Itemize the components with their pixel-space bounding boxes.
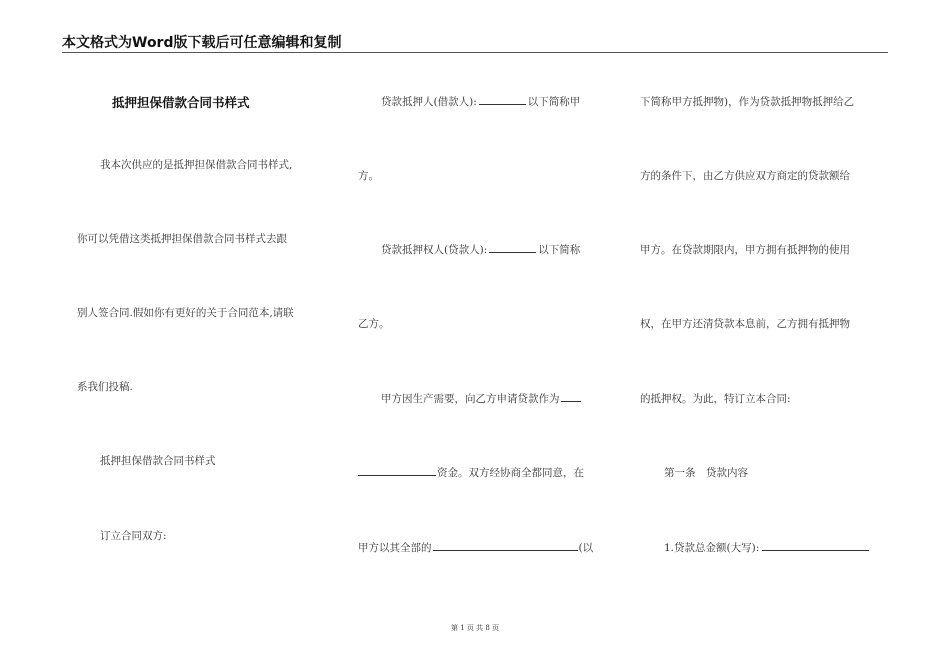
loan-amount-line bbox=[664, 540, 869, 555]
mortgagee-label: 贷款抵押权人(贷款人): bbox=[381, 244, 488, 256]
paragraph-line: 甲方。在贷款期限内，甲方拥有抵押物的使用 bbox=[640, 244, 850, 256]
document-header: 本文格式为Word版下载后可任意编辑和复制 bbox=[62, 35, 342, 51]
fill-blank bbox=[762, 540, 869, 551]
mortgagee-suffix: 以下简称 bbox=[538, 244, 581, 256]
paragraph-line: 权，在甲方还清贷款本息前，乙方拥有抵押物 bbox=[640, 318, 850, 330]
property-suffix: (以 bbox=[578, 542, 594, 554]
fill-blank bbox=[561, 391, 581, 402]
mortgagee-line bbox=[381, 242, 580, 257]
article-heading: 第一条 贷款内容 bbox=[664, 467, 748, 479]
paragraph-line: 的抵押权。为此，特订立本合同: bbox=[640, 393, 791, 405]
funds-line bbox=[358, 465, 584, 480]
fill-blank bbox=[358, 465, 436, 476]
paragraph-line: 方。 bbox=[358, 170, 379, 182]
mortgagor-suffix: 以下简称甲 bbox=[527, 96, 581, 108]
loan-purpose-text: 甲方因生产需要，向乙方申请贷款作为 bbox=[381, 393, 560, 405]
paragraph-line: 我本次供应的是抵押担保借款合同书样式, bbox=[100, 159, 293, 171]
fill-blank bbox=[479, 94, 526, 105]
paragraph-line: 你可以凭借这类抵押担保借款合同书样式去跟 bbox=[77, 233, 287, 245]
document-title: 抵押担保借款合同书样式 bbox=[112, 95, 250, 110]
paragraph-line: 乙方。 bbox=[358, 318, 390, 330]
loan-amount-label: 1.贷款总金额(大写): bbox=[664, 542, 760, 554]
mortgagor-line bbox=[381, 94, 580, 109]
paragraph-line: 别人签合同.假如你有更好的关于合同范本,请联 bbox=[77, 307, 294, 319]
paragraph-line: 系我们投稿. bbox=[77, 381, 133, 393]
header-rule bbox=[62, 52, 888, 53]
property-line bbox=[358, 540, 593, 555]
paragraph-line: 下简称甲方抵押物)，作为贷款抵押物抵押给乙 bbox=[640, 96, 855, 108]
paragraph-line: 方的条件下，由乙方供应双方商定的贷款额给 bbox=[640, 170, 850, 182]
parties-label: 订立合同双方: bbox=[100, 530, 167, 542]
fill-blank bbox=[433, 540, 578, 551]
section-heading: 抵押担保借款合同书样式 bbox=[100, 455, 216, 467]
funds-text: 资金。双方经协商全都同意，在 bbox=[437, 467, 584, 479]
fill-blank bbox=[489, 242, 536, 253]
property-text: 甲方以其全部的 bbox=[358, 542, 432, 554]
loan-purpose-line bbox=[381, 391, 581, 406]
mortgagor-label: 贷款抵押人(借款人): bbox=[381, 96, 477, 108]
page-footer: 第 1 页 共 8 页 bbox=[450, 624, 500, 632]
